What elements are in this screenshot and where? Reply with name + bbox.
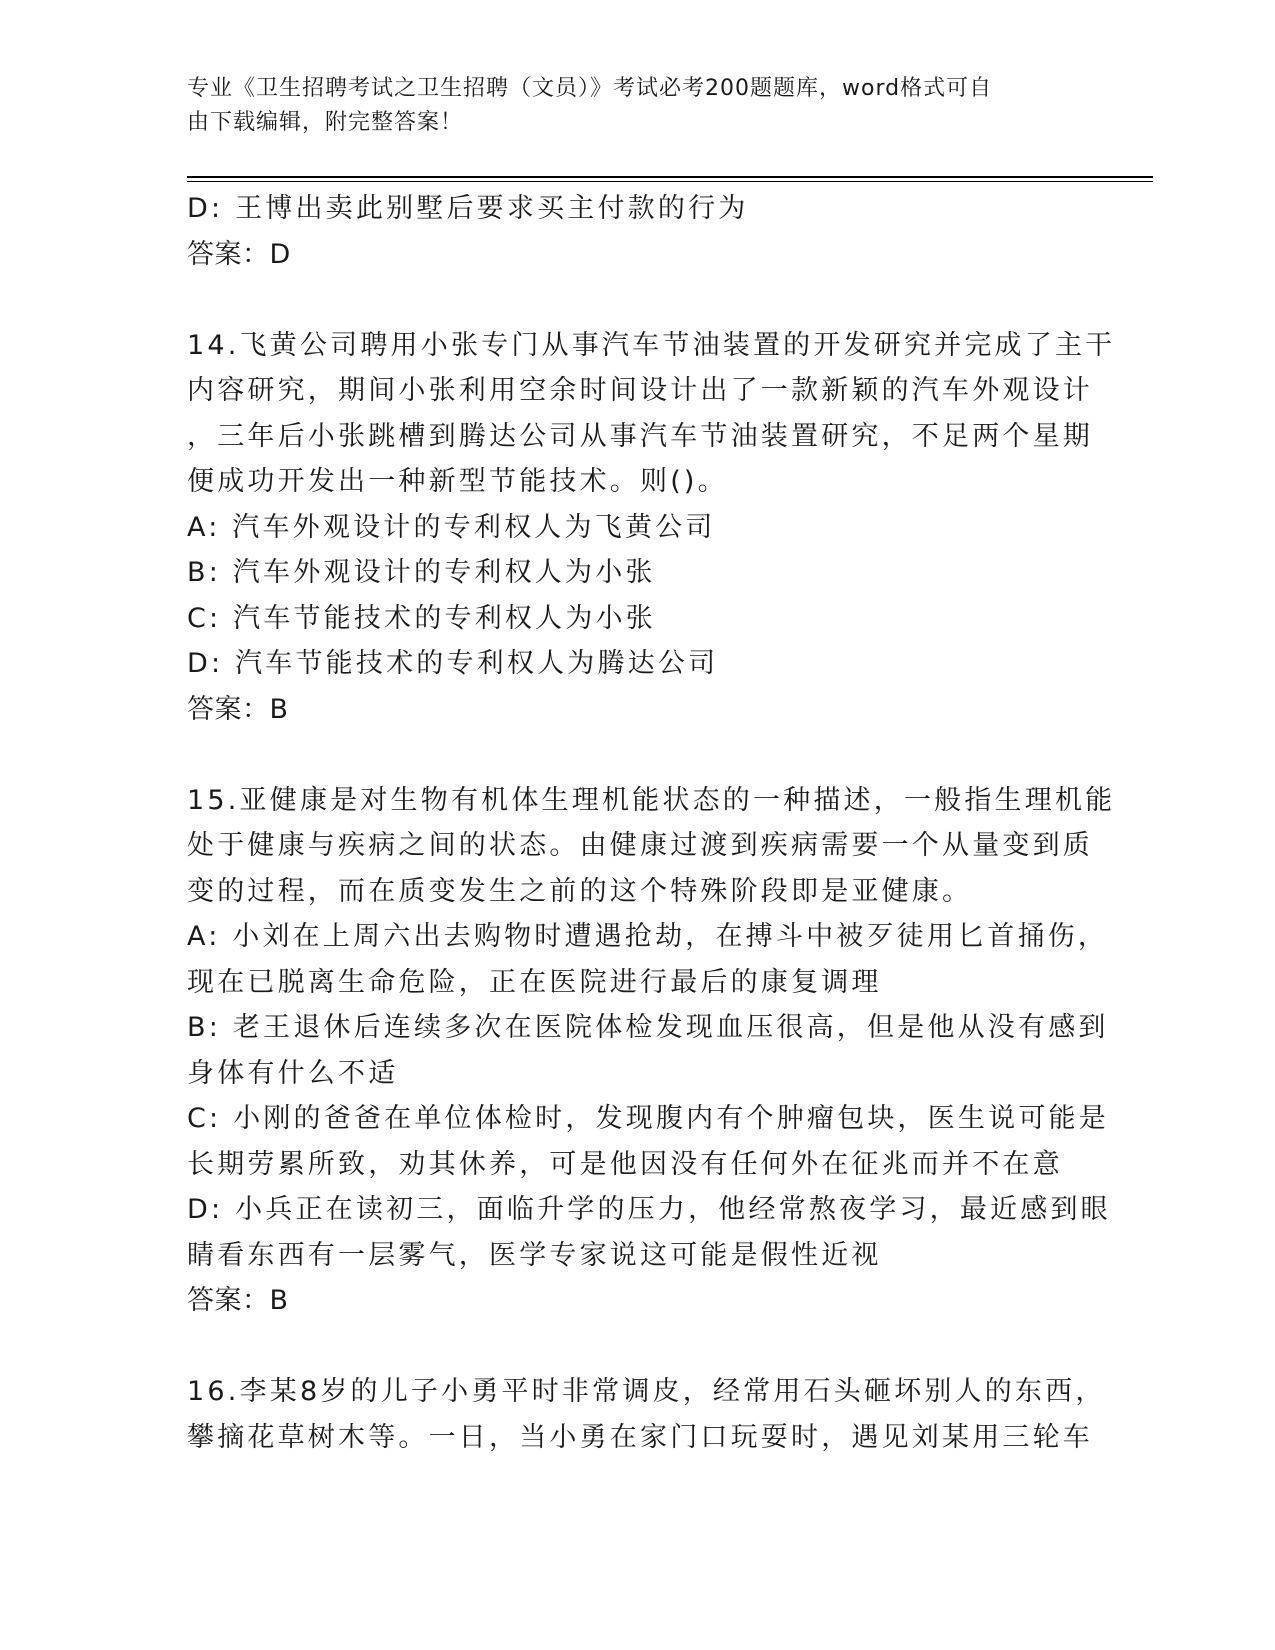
q15-option-d: D: 小兵正在读初三，面临升学的压力，他经常熬夜学习，最近感到眼 [187,1194,1111,1225]
q16-stem-line: 16.李某8岁的儿子小勇平时非常调皮，经常用石头砸坏别人的东西， [187,1376,1106,1407]
q14-option-b: B: 汽车外观设计的专利权人为小张 [187,557,656,588]
q15-stem-line: 处于健康与疾病之间的状态。由健康过渡到疾病需要一个从量变到质 [187,830,1093,861]
question-14 [187,323,1116,733]
document-header [187,72,1067,140]
q13-answer: 答案：D [187,238,291,270]
q15-option-d-cont: 睛看东西有一层雾气，医学专家说这可能是假性近视 [187,1239,882,1271]
q15-answer: 答案：B [187,1285,289,1316]
q15-option-a-cont: 现在已脱离生命危险，正在医院进行最后的康复调理 [187,966,882,998]
q14-stem-line: 内容研究，期间小张利用空余时间设计出了一款新颖的汽车外观设计 [187,375,1093,406]
q15-option-c: C: 小刚的爸爸在单位体检时，发现腹内有个肿瘤包块，医生说可能是 [187,1103,1109,1134]
spacer [187,1324,1067,1370]
q15-stem-line: 15.亚健康是对生物有机体生理机能状态的一种描述，一般指生理机能 [187,784,1116,816]
q14-answer: 答案：B [187,693,289,725]
q14-stem-line: 14.飞黄公司聘用小张专门从事汽车节油装置的开发研究并完成了主干 [187,329,1116,361]
spacer [187,732,1067,778]
question-16 [187,1369,1106,1460]
question-15 [187,778,1116,1324]
spacer [187,277,1067,323]
q14-option-a: A: 汽车外观设计的专利权人为飞黄公司 [187,511,716,543]
q15-option-b: B: 老王退休后连续多次在医院体检发现血压很高，但是他从没有感到 [187,1012,1109,1043]
q14-option-c: C: 汽车节能技术的专利权人为小张 [187,602,656,634]
header-rule-thick [187,176,1153,178]
q15-option-a: A: 小刘在上周六出去购物时遭遇抢劫，在搏斗中被歹徒用匕首捅伤， [187,921,1109,952]
q16-stem-line: 攀摘花草树木等。一日，当小勇在家门口玩耍时，遇见刘某用三轮车 [187,1421,1093,1453]
q15-stem-line: 变的过程，而在质变发生之前的这个特殊阶段即是亚健康。 [187,875,973,907]
header-line-2: 由下载编辑，附完整答案！ [187,110,464,135]
q14-option-d: D: 汽车节能技术的专利权人为腾达公司 [187,648,719,679]
header-line-1: 专业《卫生招聘考试之卫生招聘（文员）》考试必考200题题库，word格式可自 [187,76,993,101]
q15-option-c-cont: 长期劳累所致，劝其休养，可是他因没有任何外在征兆而并不在意 [187,1148,1063,1180]
q14-stem-line: ，三年后小张跳槽到腾达公司从事汽车节油装置研究，不足两个星期 [187,420,1093,452]
q15-option-b-cont: 身体有什么不适 [187,1057,399,1089]
q13-option-d: D: 王博出卖此别墅后要求买主付款的行为 [187,193,749,224]
header-rule-thin [187,181,1153,182]
question-content [187,186,1116,1460]
q14-stem-line: 便成功开发出一种新型节能技术。则()。 [187,466,728,497]
question-13 [187,186,1067,277]
